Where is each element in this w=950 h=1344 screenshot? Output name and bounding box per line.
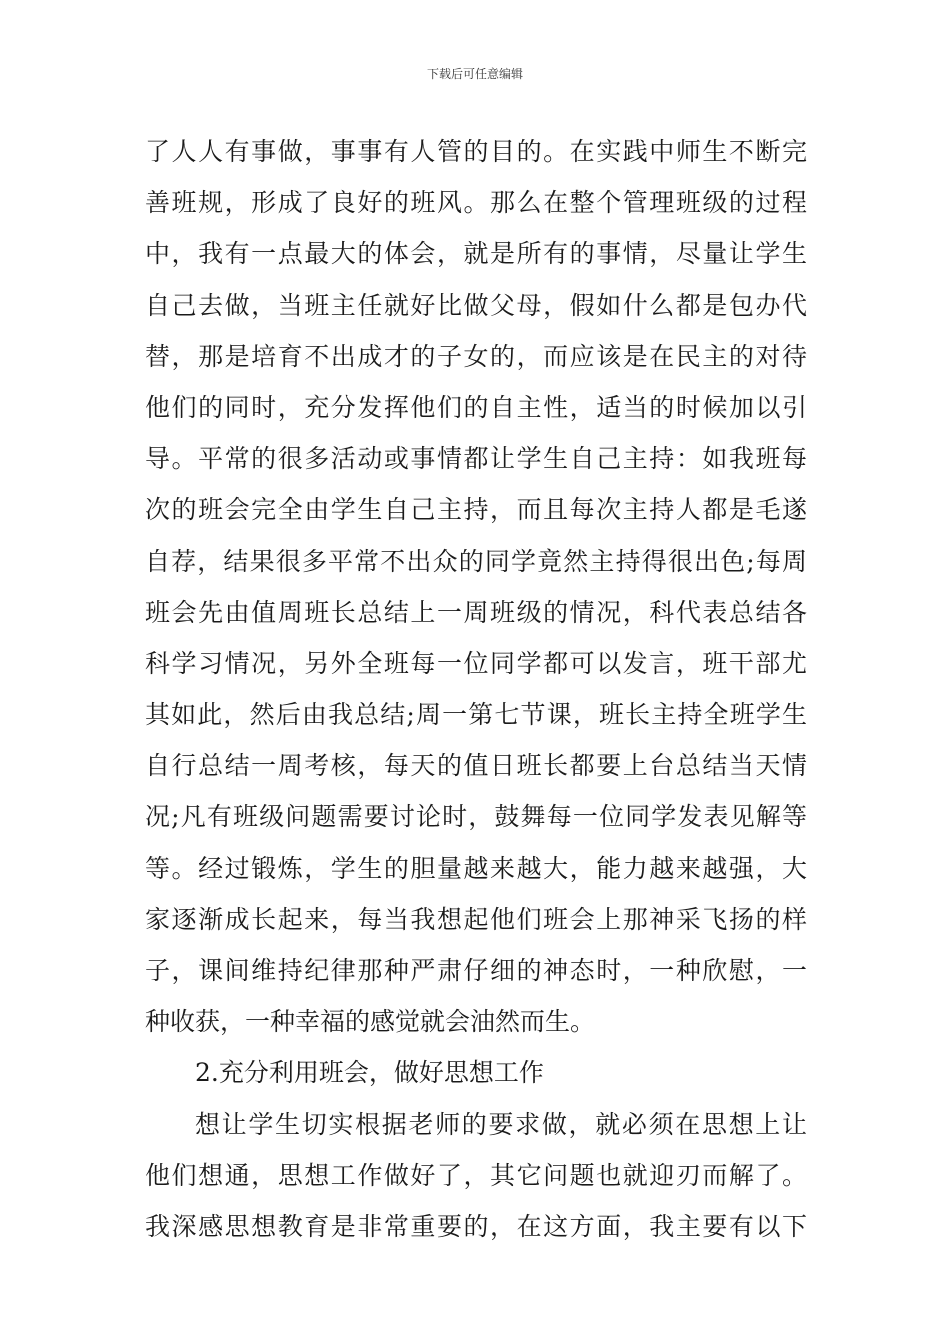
text-line: 我深感思想教育是非常重要的，在这方面，我主要有以下	[145, 1211, 807, 1241]
text-line: 班会先由值周班长总结上一周班级的情况，科代表总结各	[145, 597, 807, 627]
text-line: 他们想通，思想工作做好了，其它问题也就迎刃而解了。	[145, 1160, 807, 1190]
text-line: 自荐，结果很多平常不出众的同学竟然主持得很出色;每周	[145, 546, 807, 576]
text-line: 中，我有一点最大的体会，就是所有的事情，尽量让学生	[145, 239, 807, 269]
text-line: 他们的同时，充分发挥他们的自主性，适当的时候加以引	[145, 392, 807, 422]
text-line: 导。平常的很多活动或事情都让学生自己主持：如我班每	[145, 444, 807, 474]
paragraph-end-line: 种收获，一种幸福的感觉就会油然而生。	[145, 1007, 596, 1037]
text-line: 自行总结一周考核，每天的值日班长都要上台总结当天情	[145, 751, 807, 781]
text-line: 科学习情况，另外全班每一位同学都可以发言，班干部尤	[145, 648, 807, 678]
text-line: 家逐渐成长起来，每当我想起他们班会上那神采飞扬的样	[145, 904, 807, 934]
text-line: 其如此，然后由我总结;周一第七节课，班长主持全班学生	[145, 700, 807, 730]
section-heading: 2.充分利用班会，做好思想工作	[195, 1058, 544, 1088]
paragraph-first-line: 想让学生切实根据老师的要求做，就必须在思想上让	[195, 1109, 807, 1139]
page-header: 下载后可任意编辑	[426, 67, 523, 81]
text-line: 子，课间维持纪律那种严肃仔细的神态时，一种欣慰，一	[145, 956, 807, 985]
text-line: 替，那是培育不出成才的子女的，而应该是在民主的对待	[145, 341, 807, 371]
text-line: 况;凡有班级问题需要讨论时，鼓舞每一位同学发表见解等	[145, 802, 807, 832]
text-line: 自己去做，当班主任就好比做父母，假如什么都是包办代	[145, 290, 807, 320]
text-line: 次的班会完全由学生自己主持，而且每次主持人都是毛遂	[145, 495, 807, 525]
document-body	[145, 126, 807, 1252]
text-line: 了人人有事做，事事有人管的目的。在实践中师生不断完	[145, 137, 807, 166]
text-line: 等。经过锻炼，学生的胆量越来越大，能力越来越强，大	[145, 853, 807, 883]
text-line: 善班规，形成了良好的班风。那么在整个管理班级的过程	[145, 188, 807, 218]
